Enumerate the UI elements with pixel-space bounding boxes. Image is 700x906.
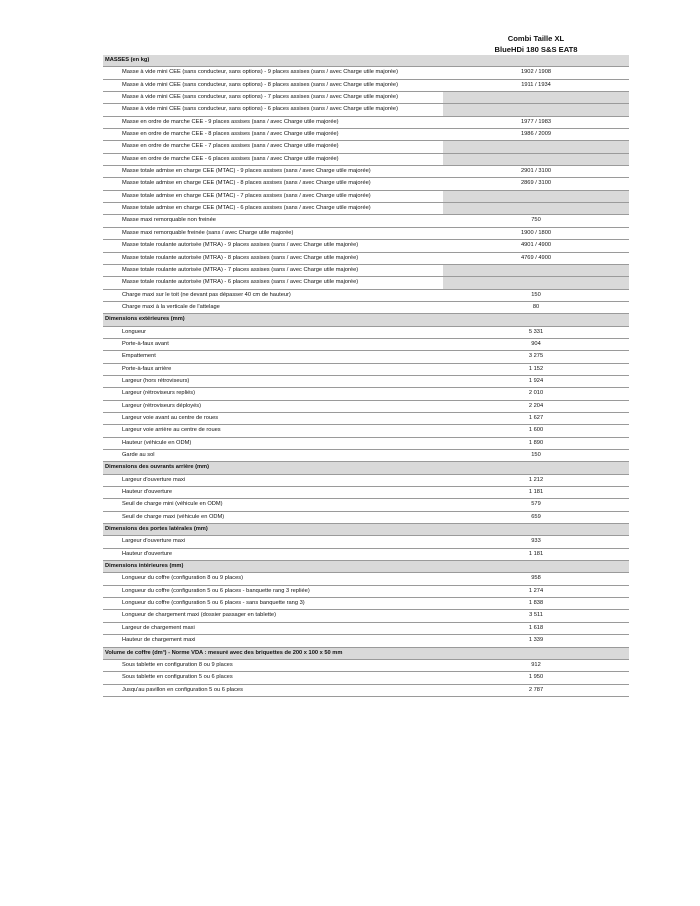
spec-value — [443, 154, 629, 165]
spec-label: Largeur voie arrière au centre de roues — [122, 427, 221, 434]
spec-row — [103, 228, 629, 240]
spec-value: 1 838 — [528, 600, 544, 607]
spec-value: 1911 / 1934 — [521, 81, 551, 88]
spec-row — [103, 388, 629, 400]
spec-value: 1 212 — [528, 476, 544, 483]
section-header — [103, 314, 629, 326]
spec-label: Largeur d'ouverture maxi — [122, 538, 186, 545]
spec-value: 4769 / 4900 — [520, 254, 552, 261]
spec-label: Masse à vide mini CEE (sans conducteur, sans options) - 7 places assises (sans / avec Charge utile majorée) — [122, 94, 398, 101]
spec-value: 1 152 — [528, 365, 544, 372]
spec-label: Masse maxi remorquable non freinée — [122, 217, 216, 224]
spec-label: Garde au sol — [122, 452, 155, 458]
spec-value: 150 — [531, 452, 541, 458]
spec-row — [103, 191, 629, 203]
spec-value: 2 787 — [528, 686, 544, 693]
spec-row — [103, 166, 629, 178]
spec-label: Masse totale roulante autorisée (MTRA) - 6 places assises (sans / avec Charge utile majorée) — [122, 279, 359, 286]
spec-value: 1986 / 2009 — [520, 131, 552, 138]
spec-value: 2901 / 3100 — [520, 168, 552, 175]
spec-label: Masse en ordre de marche CEE - 7 places assises (sans / avec Charge utile majorée) — [122, 143, 339, 150]
spec-label: Longueur du coffre (configuration 5 ou 6 places - sans banquette rang 3) — [122, 600, 305, 607]
spec-value: 150 — [531, 291, 541, 298]
section-title: Dimensions extérieures (mm) — [105, 316, 185, 323]
spec-value — [443, 277, 629, 288]
spec-table — [103, 55, 629, 697]
spec-row — [103, 586, 629, 598]
spec-value: 1 274 — [528, 587, 544, 594]
spec-label: Hauteur d'ouverture — [122, 550, 173, 557]
spec-label: Largeur voie avant au centre de roues — [122, 414, 219, 421]
spec-row — [103, 376, 629, 388]
spec-row — [103, 277, 629, 289]
spec-row — [103, 117, 629, 129]
spec-row — [103, 623, 629, 635]
section-header — [103, 561, 629, 573]
spec-value: 1 181 — [528, 489, 544, 496]
spec-row — [103, 154, 629, 166]
spec-value: 1977 / 1983 — [520, 118, 552, 125]
spec-label: Masse totale admise en charge CEE (MTAC) - 8 places assises (sans / avec Charge utile majorée) — [122, 180, 371, 187]
spec-value: 1902 / 1908 — [520, 69, 552, 76]
spec-value — [443, 191, 629, 202]
spec-row — [103, 450, 629, 462]
spec-label: Largeur de chargement maxi — [122, 624, 195, 631]
spec-value: 2 010 — [528, 390, 544, 397]
spec-value: 1 600 — [528, 427, 544, 434]
spec-label: Seuil de charge maxi (véhicule en ODM) — [122, 513, 225, 520]
spec-label: Seuil de charge mini (véhicule en ODM) — [122, 501, 223, 508]
spec-label: Masse totale roulante autorisée (MTRA) - 9 places assises (sans / avec Charge utile majorée) — [122, 242, 359, 249]
section-header — [103, 55, 629, 67]
section-title: Volume de coffre (dm³) - Norme VDA : mesuré avec des briquettes de 200 x 100 x 50 mm — [105, 649, 343, 656]
spec-row — [103, 438, 629, 450]
spec-label: Longueur du coffre (configuration 5 ou 6 places - banquette rang 3 repliée) — [122, 587, 310, 594]
spec-row — [103, 302, 629, 314]
spec-row — [103, 339, 629, 351]
spec-value: 1900 / 1800 — [520, 229, 552, 236]
spec-row — [103, 215, 629, 227]
spec-value — [443, 104, 629, 115]
spec-label: Hauteur (véhicule en ODM) — [122, 439, 192, 446]
spec-value: 1 890 — [528, 439, 544, 446]
spec-label: Masse maxi remorquable freinée (sans / avec Charge utile majorée) — [122, 229, 294, 236]
spec-value — [443, 265, 629, 276]
spec-value: 1 627 — [528, 414, 544, 421]
spec-label: Masse totale roulante autorisée (MTRA) - 8 places assises (sans / avec Charge utile majorée) — [122, 254, 359, 261]
spec-row — [103, 290, 629, 302]
spec-row — [103, 536, 629, 548]
spec-row — [103, 351, 629, 363]
spec-label: Largeur d'ouverture maxi — [122, 476, 186, 483]
spec-value: 1 339 — [528, 637, 544, 644]
spec-value: 1 181 — [528, 550, 544, 557]
spec-row — [103, 487, 629, 499]
spec-value: 1 950 — [528, 674, 544, 681]
spec-label: Longueur — [122, 328, 147, 335]
spec-label: Hauteur d'ouverture — [122, 489, 173, 496]
section-title: Dimensions des portes latérales (mm) — [105, 526, 208, 533]
spec-label: Masse totale admise en charge CEE (MTAC) - 7 places assises (sans / avec Charge utile majorée) — [122, 192, 371, 199]
spec-row — [103, 401, 629, 413]
spec-label: Masse totale admise en charge CEE (MTAC) - 6 places assises (sans / avec Charge utile majorée) — [122, 205, 371, 212]
spec-row — [103, 265, 629, 277]
spec-row — [103, 610, 629, 622]
section-header — [103, 524, 629, 536]
section-title: MASSES (en kg) — [105, 57, 150, 63]
spec-row — [103, 475, 629, 487]
spec-row — [103, 104, 629, 116]
spec-row — [103, 425, 629, 437]
spec-row — [103, 499, 629, 511]
spec-label: Longueur du coffre (configuration 8 ou 9 places) — [122, 575, 243, 582]
spec-label: Charge maxi à la verticale de l'attelage — [122, 303, 220, 310]
spec-label: Masse en ordre de marche CEE - 8 places assises (sans / avec Charge utile majorée) — [122, 131, 339, 138]
section-header — [103, 462, 629, 474]
section-title: Dimensions des ouvrants arrière (mm) — [105, 464, 209, 471]
section-title: Dimensions intérieures (mm) — [105, 563, 184, 570]
spec-label: Largeur (rétroviseurs déployés) — [122, 402, 202, 409]
column-header-engine: BlueHDi 180 S&S EAT8 — [494, 44, 578, 54]
spec-label: Masse à vide mini CEE (sans conducteur, sans options) - 8 places assises (sans / avec Charge utile majorée) — [122, 81, 398, 88]
spec-value — [443, 141, 629, 152]
spec-value: 933 — [531, 538, 541, 545]
spec-label: Charge maxi sur le toit (ne devant pas dépasser 40 cm de hauteur) — [122, 291, 291, 298]
spec-row — [103, 512, 629, 524]
spec-row — [103, 92, 629, 104]
spec-label: Masse en ordre de marche CEE - 9 places assises (sans / avec Charge utile majorée) — [122, 118, 339, 125]
spec-value: 579 — [531, 501, 541, 508]
spec-row — [103, 327, 629, 339]
spec-label: Porte-à-faux arrière — [122, 365, 172, 372]
spec-row — [103, 67, 629, 79]
spec-label: Sous tablette en configuration 5 ou 6 places — [122, 674, 233, 681]
spec-row — [103, 413, 629, 425]
spec-value: 659 — [531, 513, 541, 520]
spec-row — [103, 598, 629, 610]
spec-row — [103, 178, 629, 190]
spec-row — [103, 129, 629, 141]
spec-row — [103, 672, 629, 684]
spec-label: Masse à vide mini CEE (sans conducteur, sans options) - 6 places assises (sans / avec Charge utile majorée) — [122, 106, 398, 113]
spec-value: 3 275 — [528, 353, 544, 360]
spec-value: 958 — [531, 575, 541, 582]
spec-row — [103, 253, 629, 265]
section-header — [103, 648, 629, 660]
spec-row — [103, 141, 629, 153]
spec-value: 912 — [531, 661, 541, 668]
spec-value: 4901 / 4900 — [520, 242, 552, 249]
spec-row — [103, 203, 629, 215]
spec-value: 80 — [532, 303, 540, 310]
spec-row — [103, 635, 629, 647]
spec-label: Masse totale roulante autorisée (MTRA) - 7 places assises (sans / avec Charge utile majorée) — [122, 266, 359, 273]
column-header — [443, 34, 629, 55]
spec-row — [103, 660, 629, 672]
spec-label: Masse totale admise en charge CEE (MTAC) - 9 places assises (sans / avec Charge utile majorée) — [122, 168, 371, 175]
spec-label: Longueur de chargement maxi (dossier passager en tablette) — [122, 612, 276, 619]
spec-label: Sous tablette en configuration 8 ou 9 places — [122, 661, 233, 668]
spec-value: 2869 / 3100 — [520, 180, 552, 187]
spec-label: Masse en ordre de marche CEE - 6 places assises (sans / avec Charge utile majorée) — [122, 155, 339, 162]
spec-label: Hauteur de chargement maxi — [122, 637, 196, 644]
spec-row — [103, 573, 629, 585]
spec-row — [103, 80, 629, 92]
spec-value — [443, 92, 629, 103]
column-header-model: Combi Taille XL — [507, 34, 565, 43]
spec-value: 2 204 — [528, 402, 544, 409]
spec-row — [103, 364, 629, 376]
spec-value: 750 — [531, 217, 541, 224]
spec-row — [103, 240, 629, 252]
spec-value: 5 331 — [528, 328, 544, 335]
spec-label: Largeur (rétroviseurs repliés) — [122, 390, 196, 397]
spec-value: 1 924 — [528, 377, 544, 384]
spec-row — [103, 549, 629, 561]
spec-value: 1 618 — [528, 624, 544, 631]
spec-label: Porte-à-faux avant — [122, 340, 169, 347]
spec-label: Masse à vide mini CEE (sans conducteur, sans options) - 9 places assises (sans / avec Charge utile majorée) — [122, 69, 398, 76]
spec-label: Largeur (hors rétroviseurs) — [122, 377, 190, 384]
spec-value — [443, 203, 629, 214]
spec-label: Empattement — [122, 353, 156, 360]
spec-value: 904 — [531, 340, 541, 347]
spec-label: Jusqu'au pavillon en configuration 5 ou 6 places — [122, 686, 243, 693]
spec-value: 3 511 — [529, 612, 543, 619]
spec-row — [103, 685, 629, 697]
